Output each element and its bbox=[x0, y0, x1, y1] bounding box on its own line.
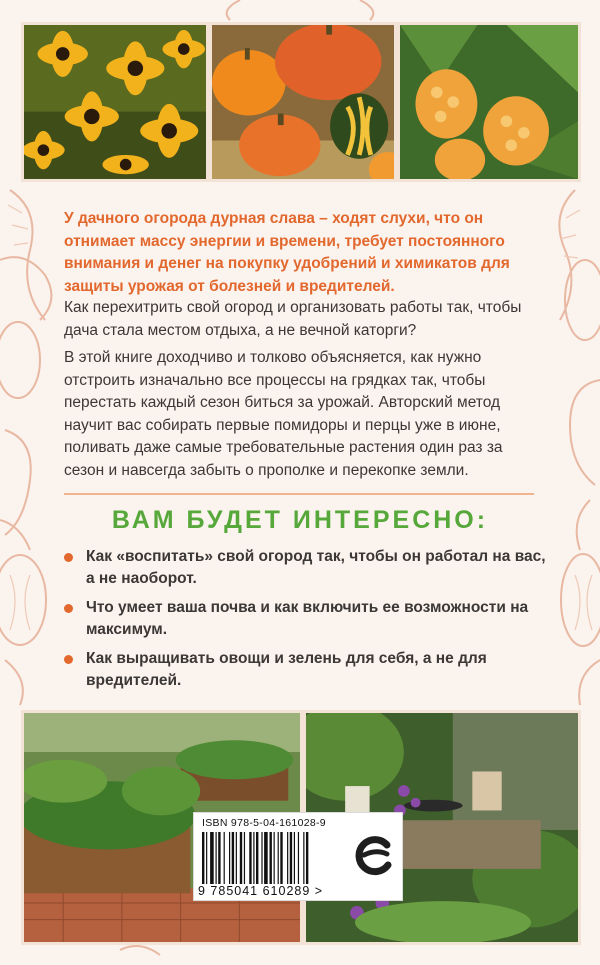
list-item-text: Что умеет ваша почва и как включить ее возможности на максимум. bbox=[86, 599, 529, 638]
section-divider bbox=[64, 493, 534, 495]
benefits-list bbox=[64, 546, 554, 699]
list-item bbox=[64, 546, 554, 589]
photo-rudbeckia-flowers bbox=[21, 22, 209, 182]
list-item-text: Как выращивать овощи и зелень для себя, а не для вредителей. bbox=[86, 650, 487, 689]
lead-paragraph: У дачного огорода дурная слава – ходят слухи, что он отнимает массу энергии и времени, требует постоянного внимания и денег на покупку удобрений и химикатов для защиты урожая от болезней и вредителей. bbox=[64, 210, 510, 295]
bullet-icon bbox=[64, 655, 73, 664]
publisher-logo-icon bbox=[354, 835, 396, 877]
isbn-label: ISBN 978-5-04-161028-9 bbox=[202, 817, 326, 829]
barcode-graphic bbox=[202, 832, 344, 884]
isbn-barcode-panel bbox=[193, 812, 403, 901]
description-paragraph: В этой книге доходчиво и толково объясняется, как нужно отстроить изначально все процессы на грядках так, чтобы перестать каждый сезон биться за урожай. Авторский метод научит вас собирать первые помидоры и перцы уже в июне, поливать даже самые требовательные растения один раз за сезон и навсегда забыть о прополке и перекопке земли. bbox=[64, 349, 503, 479]
barcode-digits: 9 785041 610289 > bbox=[198, 884, 324, 898]
list-item bbox=[64, 648, 554, 691]
photo-yellow-raspberries bbox=[397, 22, 581, 182]
list-item bbox=[64, 597, 554, 640]
photo-pumpkins bbox=[209, 22, 397, 182]
bullet-icon bbox=[64, 604, 73, 613]
interest-heading: ВАМ БУДЕТ ИНТЕРЕСНО: bbox=[111, 506, 489, 534]
bullet-icon bbox=[64, 553, 73, 562]
list-item-text: Как «воспитать» свой огород так, чтобы он работал на вас, а не наоборот. bbox=[86, 548, 546, 587]
question-paragraph: Как перехитрить свой огород и организовать работы так, чтобы дача стала местом отдыха, а не вечной каторги? bbox=[64, 299, 522, 339]
